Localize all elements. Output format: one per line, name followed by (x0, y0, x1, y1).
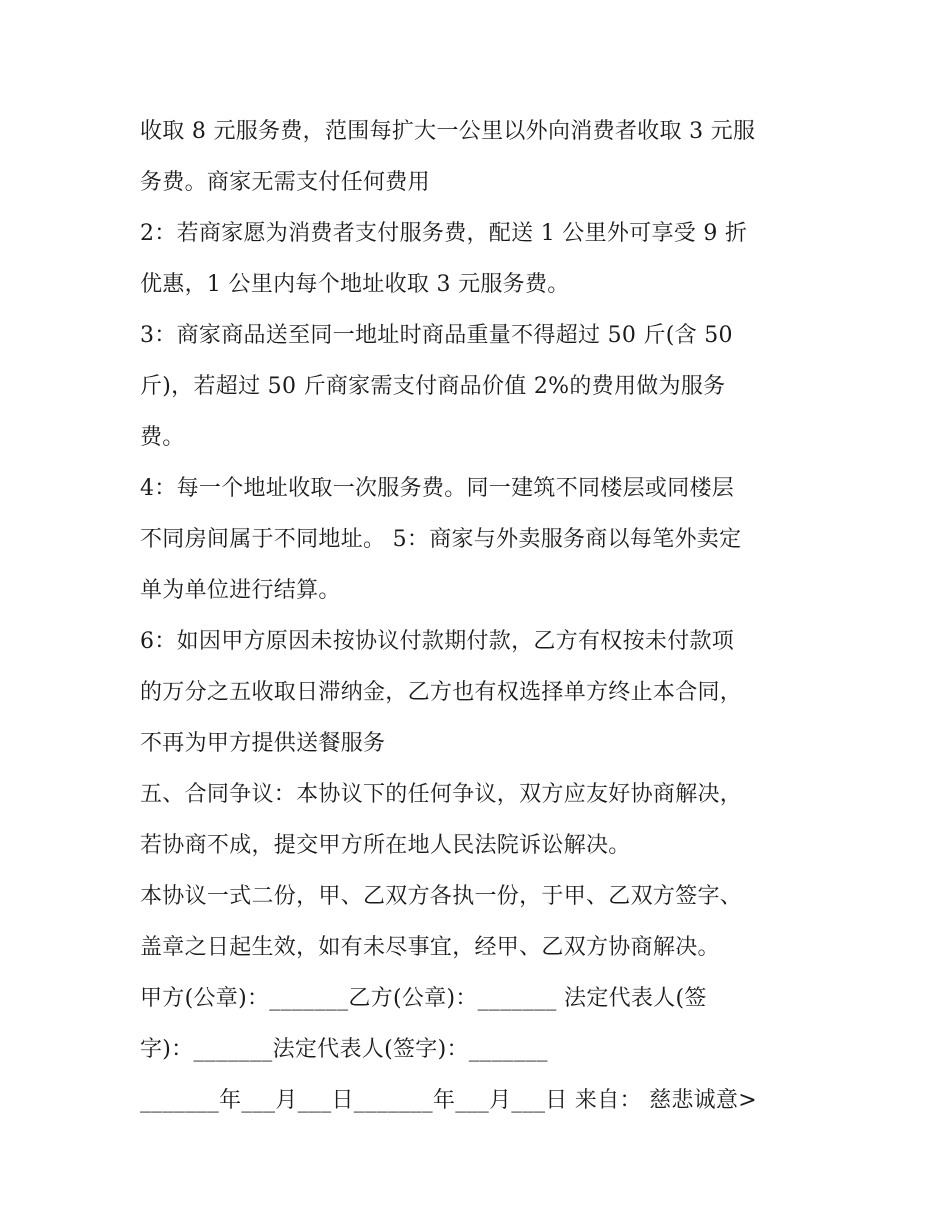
text-line: 优惠，1 公里内每个地址收取 3 元服务费。 (140, 272, 570, 297)
text-line: 不同房间属于不同地址。 5：商家与外卖服务商以每笔外卖定 (140, 527, 742, 552)
text-line: 盖章之日起生效，如有未尽事宜，经甲、乙双方协商解决。 (140, 935, 720, 960)
text-line: 的万分之五收取日滞纳金，乙方也有权选择单方终止本合同， (140, 680, 743, 705)
text-line: 6：如因甲方原因未按协议付款期付款，乙方有权按未付款项 (140, 629, 735, 654)
text-line: 务费。商家无需支付任何费用 (140, 170, 430, 195)
text-line: 本协议一式二份，甲、乙双方各执一份，于甲、乙双方签字、 (140, 884, 743, 909)
text-line: 4：每一个地址收取一次服务费。同一建筑不同楼层或同楼层 (140, 476, 735, 501)
signature-line: 甲方(公章)：_______乙方(公章)：_______ 法定代表人(签 (140, 986, 707, 1011)
date-source-line: _______年___月___日_______年___月___日 来自： 慈悲诚意> (140, 1088, 758, 1113)
text-line: 若协商不成，提交甲方所在地人民法院诉讼解决。 (140, 833, 631, 858)
text-line: 3：商家商品送至同一地址时商品重量不得超过 50 斤(含 50 (140, 323, 733, 348)
document-body (140, 106, 820, 1126)
text-line: 斤)，若超过 50 斤商家需支付商品价值 2%的费用做为服务 (140, 374, 726, 399)
text-line: 2：若商家愿为消费者支付服务费，配送 1 公里外可享受 9 折 (140, 221, 748, 246)
text-line: 单为单位进行结算。 (140, 578, 341, 603)
text-line: 费。 (140, 425, 185, 450)
text-line: 收取 8 元服务费，范围每扩大一公里以外向消费者收取 3 元服 (140, 119, 756, 144)
text-line: 不再为甲方提供送餐服务 (140, 731, 386, 756)
signature-line: 字)：_______法定代表人(签字)：_______ (140, 1037, 548, 1062)
text-line: 五、合同争议：本协议下的任何争议，双方应友好协商解决， (140, 782, 743, 807)
